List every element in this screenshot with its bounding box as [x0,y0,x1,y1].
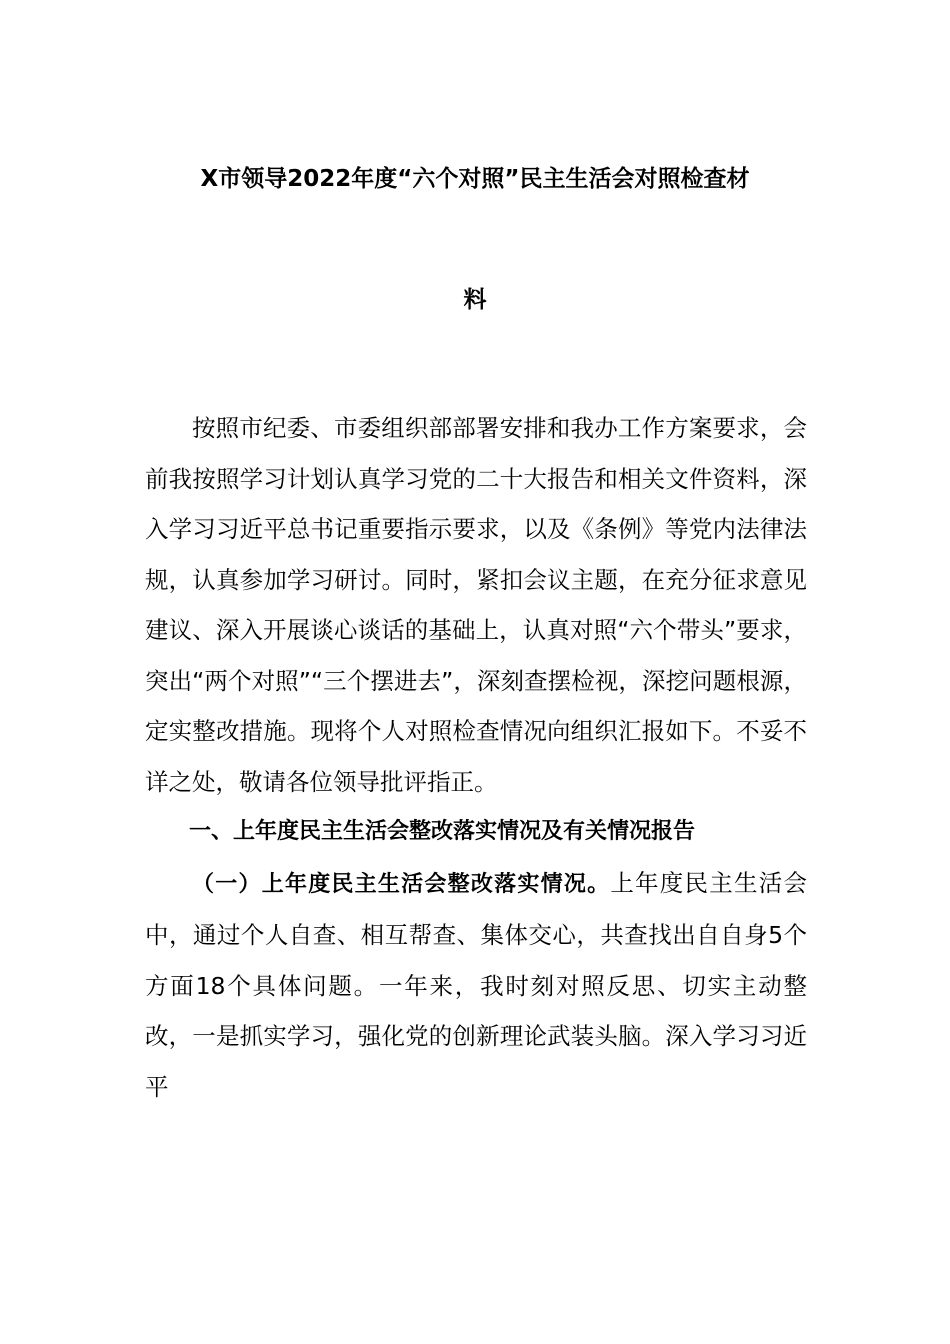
subsection-1-paragraph [145,858,807,1113]
subsection-1-heading: （一）上年度民主生活会整改落实情况。 [192,871,611,897]
document-body [145,403,807,1112]
intro-paragraph: 按照市纪委、市委组织部部署安排和我办工作方案要求，会前我按照学习计划认真学习党的二十大报告和相关文件资料，深入学习习近平总书记重要指示要求，以及《条例》等党内法律法规，认真参加学习研讨。同时，紧扣会议主题，在充分征求意见建议、深入开展谈心谈话的基础上，认真对照“六个带头”要求，突出“两个对照”“三个摆进去”，深刻查摆检视，深挖问题根源，定实整改措施。现将个人对照检查情况向组织汇报如下。不妥不详之处，敬请各位领导批评指正。 [145,414,807,796]
subsection-1-text: 上年度民主生活会中，通过个人自查、相互帮查、集体交心，共查找出自自身5个方面18个具体问题。一年来，我时刻对照反思、切实主动整改，一是抓实学习，强化党的创新理论武装头脑。深入学习习近平 [145,868,807,1101]
section-1-heading: 一、上年度民主生活会整改落实情况及有关情况报告 [189,819,696,844]
document-title-line-2: 料 [463,287,487,313]
document-title-line-1: X市领导2022年度“六个对照”民主生活会对照检查材 [200,166,750,192]
